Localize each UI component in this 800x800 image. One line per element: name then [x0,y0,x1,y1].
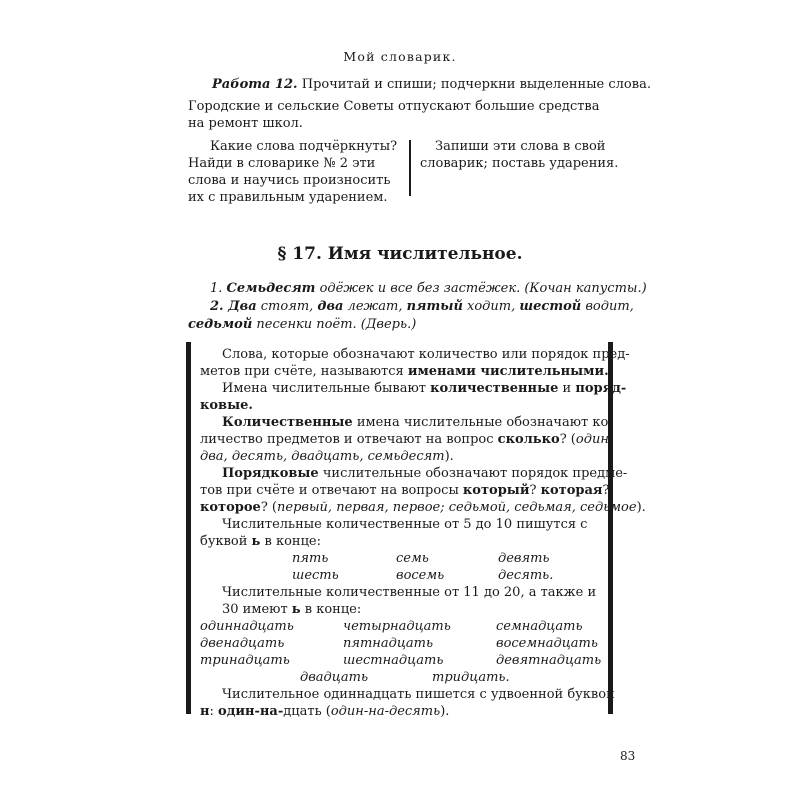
rule-line: Числительные количественные от 5 до 10 пишутся с [222,517,588,532]
right-column-line: Запиши эти слова в свой [435,139,606,154]
work-12-text: Городские и сельские Советы отпускают большие средства [188,99,600,114]
numeral-word: двенадцать [200,636,285,651]
numeral-word: семь [396,551,429,566]
rule-line: Числительные количественные от 11 до 20, а также и [222,585,597,600]
column-divider [409,140,411,196]
rule-line: Количественные имена числительные обозначают ко- [222,415,613,430]
numeral-word: тридцать. [432,670,510,685]
rule-line: которое? (первый, первая, первое; седьмой, седьмая, седьмое). [200,500,646,515]
rule-line: Порядковые числительные обозначают порядок предме- [222,466,628,481]
left-column-line: слова и научись произносить [188,173,391,188]
rule-line: 30 имеют ь в конце: [222,602,362,617]
numeral-word: тринадцать [200,653,290,668]
numeral-word: восемнадцать [496,636,598,651]
numeral-word: семнадцать [496,619,583,634]
work-12-heading [212,76,651,93]
page-header: Мой словарик. [343,49,457,64]
numeral-word: четырнадцать [343,619,451,634]
numeral-word: пятнадцать [343,636,434,651]
right-column-line: словарик; поставь ударения. [420,156,619,171]
numeral-word: одиннадцать [200,619,294,634]
rule-box-right-bar [608,342,613,714]
rule-line: личество предметов и отвечают на вопрос сколько? (один, [200,432,614,447]
rule-line: Числительное одиннадцать пишется с удвоенной буквой [222,687,615,702]
section-title: § 17. Имя числительное. [277,244,523,264]
work-12-text: на ремонт школ. [188,116,303,131]
numeral-word: шесть [292,568,339,583]
riddle-2: 2. Два стоят, два лежат, пятый ходит, шестой водит, [210,299,634,314]
numeral-word: девять [498,551,550,566]
numeral-word: девятнадцать [496,653,602,668]
rule-box-left-bar [186,342,191,714]
left-column-line: Найди в словарике № 2 эти [188,156,376,171]
work-12-instruction: Прочитай и спиши; подчеркни выделенные слова. [297,77,651,92]
numeral-word: восемь [396,568,445,583]
rule-line: метов при счёте, называются именами числительными. [200,364,609,379]
numeral-word: пять [292,551,329,566]
numeral-word: шестнадцать [343,653,444,668]
page-number: 83 [620,749,636,763]
numeral-word: двадцать [300,670,369,685]
numeral-word: десять. [498,568,554,583]
rule-line: Слова, которые обозначают количество или порядок пред- [222,347,630,362]
left-column-line: Какие слова подчёркнуты? [210,139,398,154]
rule-line: тов при счёте и отвечают на вопросы который? которая? [200,483,610,498]
riddle-1: 1. Семьдесят одёжек и все без застёжек. (Кочан капусты.) [210,281,647,296]
riddle-2-cont: седьмой песенки поёт. (Дверь.) [188,317,417,332]
rule-line: н: один-на-дцать (один-на-десять). [200,704,450,719]
work-12-label: Работа 12. [212,77,298,92]
rule-line: Имена числительные бывают количественные и поряд- [222,381,627,396]
rule-line: буквой ь в конце: [200,534,322,549]
left-column-line: их с правильным ударением. [188,190,388,205]
rule-line: два, десять, двадцать, семьдесят). [200,449,454,464]
rule-line: ковые. [200,398,253,413]
